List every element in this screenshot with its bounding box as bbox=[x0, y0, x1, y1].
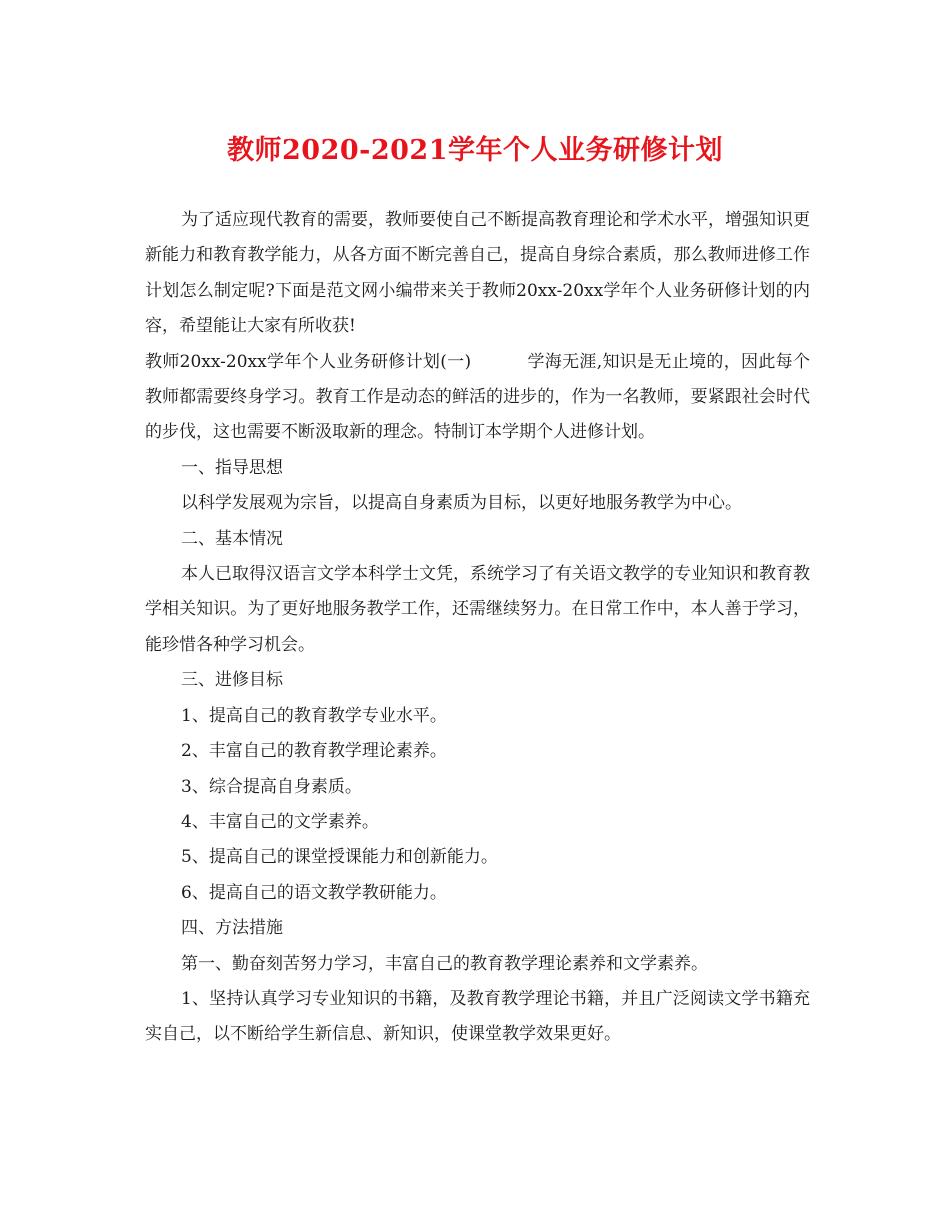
goal-item: 2、丰富自己的教育教学理论素养。 bbox=[181, 741, 447, 762]
document-body bbox=[145, 203, 810, 1053]
plan-paragraph bbox=[145, 345, 810, 451]
goal-item: 6、提高自己的语文教学教研能力。 bbox=[181, 882, 447, 903]
opening-text: 学海无涯,知识是无止境的，因此每个教师都需要终身学习。教育工作是动态的鲜活的进步的，作为一名教师，要紧跟社会时代的步伐，这也需要不断汲取新的理念。特制订本学期个人进修计划。 bbox=[145, 351, 810, 443]
section-text-basic: 本人已取得汉语言文学本科学士文凭，系统学习了有关语文教学的专业知识和教育教学相关知识。为了更好地服务教学工作，还需继续努力。在日常工作中，本人善于学习，能珍惜各种学习机会。 bbox=[145, 564, 810, 655]
plan-subheading: 教师20xx-20xx学年个人业务研修计划(一) bbox=[145, 351, 472, 372]
goal-item: 3、综合提高自身素质。 bbox=[181, 776, 362, 797]
measure-paragraph: 第一、勤奋刻苦努力学习，丰富自己的教育教学理论素养和文学素养。 bbox=[181, 953, 708, 974]
section-text-guiding: 以科学发展观为宗旨，以提高自身素质为目标，以更好地服务教学为中心。 bbox=[181, 493, 742, 514]
section-heading-measures: 四、方法措施 bbox=[181, 918, 283, 939]
goal-item: 1、提高自己的教育教学专业水平。 bbox=[181, 705, 447, 726]
goal-item: 5、提高自己的课堂授课能力和创新能力。 bbox=[181, 847, 498, 868]
goal-item: 4、丰富自己的文学素养。 bbox=[181, 811, 379, 832]
document-title: 教师2020-2021学年个人业务研修计划 bbox=[227, 135, 723, 166]
section-heading-basic: 二、基本情况 bbox=[181, 528, 283, 549]
section-heading-goals: 三、进修目标 bbox=[181, 670, 283, 691]
intro-paragraph: 为了适应现代教育的需要，教师要使自己不断提高教育理论和学术水平，增强知识更新能力和教育教学能力，从各方面不断完善自己，提高自身综合素质，那么教师进修工作计划怎么制定呢?下面是范文网小编带来关于教师20xx-20xx学年个人业务研修计划的内容，希望能让大家有所收获! bbox=[145, 210, 810, 337]
measure-item: 1、坚持认真学习专业知识的书籍，及教育教学理论书籍，并且广泛阅读文学书籍充实自己，以不断给学生新信息、新知识，使课堂教学效果更好。 bbox=[145, 988, 810, 1045]
section-heading-guiding: 一、指导思想 bbox=[181, 457, 283, 478]
